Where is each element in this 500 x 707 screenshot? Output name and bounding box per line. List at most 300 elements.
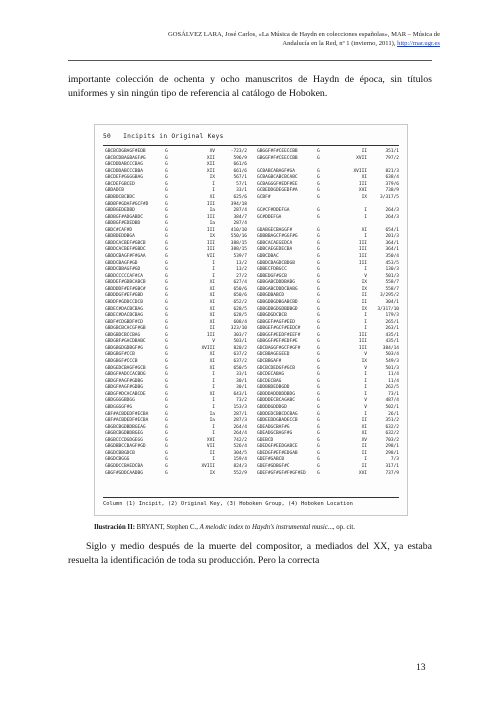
- key-cell: G: [317, 240, 320, 246]
- location-cell: 643/1: [233, 391, 247, 397]
- location-cell: 304/1: [385, 299, 399, 305]
- location-cell: 264/4: [233, 424, 247, 430]
- group-cell: Ia: [209, 221, 215, 227]
- incipit-cell: GCBAGBCABCBCABC: [257, 175, 298, 181]
- location-cell: 384/14: [382, 345, 399, 351]
- location-cell: 638/4: [385, 175, 399, 181]
- key-cell: G: [317, 273, 320, 279]
- location-cell: 33/1: [236, 188, 247, 194]
- incipit-cell: GBDGF#AGF#GDBG: [105, 385, 143, 391]
- group-cell: I: [212, 378, 215, 384]
- incipit-cell: GBDDF#GDDCCDCB: [105, 299, 143, 305]
- location-cell: 287/4: [233, 208, 247, 214]
- incipit-cell: GBGGF#F#CEECCBB: [257, 155, 298, 161]
- location-cell: 298/1: [385, 450, 399, 456]
- key-cell: G: [165, 339, 168, 345]
- key-cell: G: [165, 319, 168, 325]
- incipit-cell: GDEDGF#EF#EDGAB: [257, 450, 298, 456]
- running-header: [60, 30, 440, 48]
- incipit-cell: GBDC#CAF#D: [105, 227, 133, 233]
- location-cell: 596/9: [233, 155, 247, 161]
- incipit-cell: GCBEDDGDEGEDF#A: [257, 188, 298, 194]
- location-cell: 317/1: [385, 464, 399, 469]
- group-cell: I: [364, 319, 367, 325]
- key-cell: G: [165, 332, 168, 338]
- location-cell: 153/3: [233, 404, 247, 410]
- location-cell: 661/6: [233, 168, 247, 174]
- key-cell: G: [165, 234, 168, 240]
- incipit-cell: GBDDDDF#EF#GBC#: [105, 286, 146, 292]
- group-cell: I: [212, 181, 215, 187]
- table-column-left: [105, 149, 247, 477]
- location-cell: 627/4: [233, 280, 247, 286]
- location-cell: 298/1: [385, 444, 399, 450]
- location-cell: 742/2: [233, 437, 247, 443]
- location-cell: 130/3: [385, 267, 399, 273]
- location-cell: 394/18: [230, 201, 247, 207]
- group-cell: IX: [361, 306, 367, 312]
- incipit-cell: GDBGEF#AGF#EED: [257, 319, 295, 325]
- group-cell: V: [364, 352, 367, 358]
- key-cell: G: [317, 398, 320, 404]
- location-cell: 388/15: [230, 240, 247, 246]
- figure-legend: Column (1) Incipit, (2) Original Key, (3) Hoboken Group, (4) Hoboken Location: [103, 501, 353, 507]
- key-cell: G: [317, 339, 320, 345]
- group-cell: III: [358, 345, 367, 351]
- location-cell: 388/15: [230, 247, 247, 253]
- location-cell: 264/3: [385, 208, 399, 214]
- location-cell: 262/5: [385, 385, 399, 391]
- key-cell: G: [165, 372, 168, 378]
- incipit-cell: GDEADGCBAF#G: [257, 424, 290, 430]
- key-cell: G: [317, 267, 320, 273]
- group-cell: I: [364, 411, 367, 417]
- location-cell: 384/7: [233, 214, 247, 220]
- location-cell: 33/1: [236, 372, 247, 378]
- key-cell: G: [165, 194, 168, 200]
- incipit-cell: GBDGBGF#CCCB: [105, 359, 138, 364]
- incipit-cell: GDBCDBAC: [257, 254, 279, 259]
- group-cell: I: [212, 260, 215, 266]
- location-cell: 11/4: [388, 372, 399, 378]
- incipit-cell: GBDGF#ADCCACBDG: [105, 372, 146, 378]
- key-cell: G: [165, 365, 168, 371]
- group-cell: I: [364, 214, 367, 220]
- incipit-cell: GDDDDADDDDDBDG: [257, 391, 295, 397]
- key-cell: G: [317, 359, 320, 364]
- key-cell: G: [317, 188, 320, 194]
- location-cell: 30/1: [236, 385, 247, 391]
- key-cell: G: [317, 149, 320, 154]
- location-cell: 3/317/10: [377, 306, 399, 312]
- group-cell: XI: [361, 227, 367, 233]
- key-cell: G: [317, 332, 320, 338]
- incipit-cell: GBCDDDABCCCBAG: [105, 162, 143, 168]
- group-cell: V: [364, 398, 367, 404]
- location-cell: 26/1: [388, 411, 399, 417]
- location-cell: 652/2: [233, 299, 247, 305]
- key-cell: G: [317, 234, 320, 240]
- key-cell: G: [165, 254, 168, 259]
- incipit-cell: GBGF#GDDCAADBG: [105, 470, 143, 476]
- location-cell: 287/1: [233, 411, 247, 417]
- incipit-cell: GBGBCCCDGDGEGG: [105, 437, 143, 443]
- group-cell: XI: [209, 352, 215, 358]
- key-cell: G: [165, 260, 168, 266]
- group-cell: II: [361, 418, 367, 424]
- location-cell: 526/4: [233, 444, 247, 450]
- key-cell: G: [165, 221, 168, 227]
- incipit-cell: GDABGECBAGGF#: [257, 227, 293, 233]
- location-cell: 501/3: [385, 365, 399, 371]
- location-cell: 435/1: [385, 339, 399, 345]
- key-cell: G: [165, 411, 168, 417]
- group-cell: VII: [206, 254, 215, 259]
- group-cell: IX: [209, 234, 215, 240]
- group-cell: XVIII: [201, 345, 215, 351]
- group-cell: I: [364, 234, 367, 240]
- location-cell: 650/6: [233, 293, 247, 299]
- incipit-cell: GDBBBAGCF#GGF#G: [257, 234, 298, 240]
- incipit-cell: GDBCAEGEDECBA: [257, 247, 293, 253]
- incipit-cell: GBDDDGF#EF#GBD: [105, 293, 143, 299]
- key-cell: G: [317, 404, 320, 410]
- incipit-cell: GBDGBF#GACDBABC: [105, 339, 146, 345]
- incipit-cell: GBDEC#DACBCBAG: [105, 306, 143, 312]
- incipit-cell: GBDGEDCBAGF#GCB: [105, 365, 146, 371]
- group-cell: III: [358, 247, 367, 253]
- location-cell: 632/2: [385, 424, 399, 430]
- figure-top-rule: [103, 145, 399, 146]
- header-line-2-text: Andalucía en la Red, nº 1 (invierno, 2011),: [282, 40, 398, 47]
- group-cell: I: [364, 385, 367, 391]
- figure-title-text: Incipits in Original Keys: [123, 133, 224, 140]
- key-cell: G: [317, 470, 320, 476]
- incipit-cell: GDCDECBAG: [257, 378, 282, 384]
- key-cell: G: [317, 372, 320, 378]
- group-cell: V: [364, 365, 367, 371]
- group-cell: V: [364, 273, 367, 279]
- key-cell: G: [165, 359, 168, 364]
- key-cell: G: [317, 437, 320, 443]
- key-cell: G: [165, 188, 168, 194]
- group-cell: II: [361, 299, 367, 305]
- location-cell: 287/3: [233, 418, 247, 424]
- group-cell: I: [212, 372, 215, 378]
- key-cell: G: [317, 319, 320, 325]
- key-cell: G: [317, 260, 320, 266]
- location-cell: 3/317/5: [380, 194, 399, 200]
- incipit-cell: GDEADGCBAGF#G: [257, 431, 293, 437]
- table-row: [257, 471, 399, 478]
- table-row: [105, 471, 247, 478]
- location-cell: 264/4: [233, 431, 247, 437]
- key-cell: G: [165, 306, 168, 312]
- location-cell: 637/2: [233, 359, 247, 364]
- key-cell: G: [317, 286, 320, 292]
- group-cell: III: [358, 339, 367, 345]
- key-cell: G: [165, 464, 168, 469]
- location-cell: 654/1: [385, 227, 399, 233]
- group-cell: XI: [209, 306, 215, 312]
- group-cell: XI: [361, 424, 367, 430]
- incipit-cell: GDBECFDBGCC: [257, 267, 287, 273]
- key-cell: G: [165, 378, 168, 384]
- location-cell: 410/10: [230, 227, 247, 233]
- incipit-cell: GBGBCBGDBDBGEG: [105, 431, 143, 437]
- location-cell: 303/7: [233, 332, 247, 338]
- location-cell: 625/6: [233, 194, 247, 200]
- key-cell: G: [317, 450, 320, 456]
- key-cell: G: [165, 444, 168, 450]
- location-cell: 13/2: [236, 267, 247, 273]
- location-cell: 263/1: [385, 326, 399, 332]
- key-cell: G: [165, 267, 168, 273]
- group-cell: VII: [206, 444, 215, 450]
- group-cell: I: [364, 457, 367, 463]
- location-cell: 304/5: [233, 450, 247, 456]
- key-cell: G: [317, 424, 320, 430]
- group-cell: IX: [361, 359, 367, 364]
- group-cell: I: [364, 267, 367, 273]
- location-cell: 737/9: [385, 470, 399, 476]
- group-cell: II: [361, 293, 367, 299]
- group-cell: III: [358, 260, 367, 266]
- location-cell: 703/2: [385, 437, 399, 443]
- group-cell: I: [212, 188, 215, 194]
- incipit-cell: GDEDGF#EEDGABCE: [257, 444, 298, 450]
- key-cell: G: [317, 293, 320, 299]
- group-cell: XI: [361, 431, 367, 437]
- incipit-cell: GBDBGF#ADGABDC: [105, 214, 143, 220]
- location-cell: 201/3: [385, 234, 399, 240]
- incipit-cell: GDBGDBGDBGABCBD: [257, 299, 298, 305]
- group-cell: I: [212, 398, 215, 404]
- key-cell: G: [165, 201, 168, 207]
- incipit-cell: GBCBCDBAGBAGF#G: [105, 155, 146, 161]
- group-cell: XI: [209, 319, 215, 325]
- incipit-cell: GBCDEF#GGGGBAG: [105, 175, 143, 181]
- incipit-cell: GDDDDGDDDGD: [257, 404, 287, 410]
- incipit-cell: GBDDCBAGF#GD: [105, 260, 138, 266]
- incipit-cell: GBGGF#F#CEECCBB: [257, 149, 298, 154]
- header-line-2: [60, 39, 440, 48]
- key-cell: G: [165, 175, 168, 181]
- incipit-cell: GBGDCBBGDCB: [105, 450, 135, 456]
- location-cell: 661/6: [233, 162, 247, 168]
- incipit-cell: GDEF#GABCB: [257, 457, 285, 463]
- incipit-cell: GBF#ACBDEDF#ECBA: [105, 418, 149, 424]
- group-cell: XVI: [206, 437, 215, 443]
- incipit-cell: GCBF#: [257, 194, 271, 200]
- location-cell: 350/4: [385, 254, 399, 259]
- incipit-cell: GDEBCD: [257, 437, 274, 443]
- incipit-cell: GCBABCABAGF#GA: [257, 168, 295, 174]
- location-cell: 73/1: [388, 391, 399, 397]
- group-cell: II: [361, 149, 367, 154]
- key-cell: G: [165, 149, 168, 154]
- key-cell: G: [317, 391, 320, 397]
- group-cell: XI: [209, 359, 215, 364]
- page-number: 13: [416, 663, 426, 673]
- group-cell: I: [364, 372, 367, 378]
- key-cell: G: [317, 444, 320, 450]
- incipit-cell: GBDGBGF#CCB: [105, 352, 135, 358]
- group-cell: III: [206, 332, 215, 338]
- key-cell: G: [317, 168, 320, 174]
- body-paragraph: Siglo y medio después de la muerte del compositor, a mediados del XX, ya estaba resuelta la identificación de toda su producción. Pero la correcta: [68, 541, 432, 566]
- key-cell: G: [165, 470, 168, 476]
- location-cell: 3/295/2: [380, 293, 399, 299]
- key-cell: G: [317, 181, 320, 187]
- key-cell: G: [165, 247, 168, 253]
- incipit-cell: GBDBGEDEDBD: [105, 208, 135, 214]
- group-cell: XV: [209, 149, 215, 154]
- location-cell: 435/1: [385, 332, 399, 338]
- location-cell: 821/3: [385, 168, 399, 174]
- group-cell: XI: [209, 365, 215, 371]
- location-cell: 539/7: [233, 254, 247, 259]
- key-cell: G: [317, 385, 320, 391]
- group-cell: XVII: [356, 155, 367, 161]
- location-cell: 364/1: [385, 247, 399, 253]
- incipit-cell: GDDEEDDGBADECCB: [257, 418, 298, 424]
- location-cell: 453/5: [385, 260, 399, 266]
- incipit-cell: GDCBCDEDGF#GCB: [257, 365, 295, 371]
- journal-link[interactable]: http://mar.ugr.es: [397, 40, 440, 47]
- incipit-cell: GDBGDGDCBCB: [257, 313, 287, 319]
- incipit-cell: GDCBBGAF#: [257, 359, 282, 364]
- location-cell: 650/5: [233, 365, 247, 371]
- location-cell: 503/4: [385, 352, 399, 358]
- group-cell: IX: [209, 470, 215, 476]
- group-cell: XVIII: [201, 464, 215, 469]
- incipit-cell: GBDDEF#GDBCABCB: [105, 280, 146, 286]
- incipit-cell: GBDEC#DACBCBAG: [105, 313, 143, 319]
- header-line-1: GOSÁLVEZ LARA, José Carlos, «La Música de Haydn en colecciones españolas», MAR – Música de: [167, 31, 440, 38]
- incipit-cell: GBGDCBGGG: [105, 457, 130, 463]
- incipit-cell: GDCDECABAG: [257, 372, 285, 378]
- incipit-cell: GDBGEF#GCF#EEDC#: [257, 326, 301, 332]
- incipit-cell: GDBEDGF#GCB: [257, 273, 287, 279]
- key-cell: G: [165, 299, 168, 305]
- incipit-cell: GBDDCCCCCAF#CA: [105, 273, 143, 279]
- key-cell: G: [317, 247, 320, 253]
- location-cell: 502/1: [385, 404, 399, 410]
- incipit-cell: GBDGBDCBCCBAG: [105, 332, 141, 338]
- key-cell: G: [317, 254, 320, 259]
- incipit-cell: GBCBCDGBAGF#EDB: [105, 149, 146, 154]
- figure-page-number: 50: [103, 133, 112, 140]
- incipit-cell: GDEF#GF#GF#F#GF#ED: [257, 470, 306, 476]
- location-cell: 549/3: [385, 359, 399, 364]
- incipit-cell: GDBDCBAGDCBDGB: [257, 260, 295, 266]
- incipit-cell: GBGDBBCCBAGF#GD: [105, 444, 146, 450]
- location-cell: 824/3: [233, 464, 247, 469]
- group-cell: Ia: [209, 411, 215, 417]
- group-cell: III: [358, 240, 367, 246]
- group-cell: I: [364, 326, 367, 332]
- key-cell: G: [317, 345, 320, 351]
- group-cell: XV: [361, 437, 367, 443]
- key-cell: G: [317, 365, 320, 371]
- group-cell: II: [361, 450, 367, 456]
- group-cell: XI: [209, 293, 215, 299]
- incipit-cell: GDBGDBABCD: [257, 293, 285, 299]
- figure-caption: [94, 523, 434, 532]
- incipit-cell: GC#CF#DDEFGA: [257, 208, 290, 214]
- key-cell: G: [165, 345, 168, 351]
- group-cell: I: [212, 404, 215, 410]
- key-cell: G: [317, 378, 320, 384]
- group-cell: III: [206, 227, 215, 233]
- key-cell: G: [317, 227, 320, 233]
- key-cell: G: [165, 391, 168, 397]
- location-cell: 7/3: [390, 457, 399, 463]
- key-cell: G: [165, 326, 168, 332]
- key-cell: G: [317, 280, 320, 286]
- group-cell: XI: [209, 313, 215, 319]
- group-cell: I: [364, 378, 367, 384]
- key-cell: G: [317, 418, 320, 424]
- incipit-cell: GDDDDECBCAGABC: [257, 398, 295, 404]
- incipit-cell: GBCDEFGBCED: [105, 181, 135, 187]
- group-cell: XI: [209, 194, 215, 200]
- location-cell: 487/4: [385, 398, 399, 404]
- group-cell: XI: [209, 286, 215, 292]
- location-cell: 364/1: [385, 240, 399, 246]
- key-cell: G: [317, 299, 320, 305]
- key-cell: G: [165, 214, 168, 220]
- key-cell: G: [317, 175, 320, 181]
- location-cell: 650/6: [233, 286, 247, 292]
- location-cell: 179/3: [385, 313, 399, 319]
- group-cell: Ia: [209, 418, 215, 424]
- incipit-cell: GC#DDEFGA: [257, 214, 282, 220]
- incipit-cell: GBDBF#GDAF#GCF#D: [105, 201, 149, 207]
- group-cell: III: [358, 254, 367, 259]
- group-cell: I: [212, 457, 215, 463]
- incipit-cell: GBDDCBBAGF#GD: [105, 267, 141, 273]
- incipit-cell: GBDGBCBCACGF#GB: [105, 326, 146, 332]
- location-cell: 287/4: [233, 221, 247, 227]
- key-cell: G: [165, 437, 168, 443]
- key-cell: G: [165, 181, 168, 187]
- incipit-cell: GDBGGF#EF#EDF#E: [257, 339, 298, 345]
- incipit-cell: GDCBBAGEGEED: [257, 352, 290, 358]
- location-cell: 503/1: [233, 339, 247, 345]
- location-cell: 820/2: [233, 345, 247, 351]
- key-cell: G: [165, 155, 168, 161]
- incipit-cell: GCBAGGGF#EDF#EE: [257, 181, 298, 187]
- location-cell: 27/2: [236, 273, 247, 279]
- group-cell: I: [364, 391, 367, 397]
- location-cell: 57/1: [236, 181, 247, 187]
- location-cell: 632/2: [385, 431, 399, 437]
- location-cell: 797/2: [385, 155, 399, 161]
- incipit-cell: GDCBAGGF#GCF#GF#: [257, 345, 301, 351]
- group-cell: I: [212, 431, 215, 437]
- location-cell: 738/9: [385, 188, 399, 194]
- key-cell: G: [317, 457, 320, 463]
- incipit-cell: GDBGABCDDDCBABG: [257, 286, 298, 292]
- group-cell: I: [212, 385, 215, 391]
- key-cell: G: [165, 168, 168, 174]
- key-cell: G: [165, 457, 168, 463]
- incipit-table-figure: [94, 124, 408, 516]
- incipit-cell: GBDF#CDGBDF#CD: [105, 319, 143, 325]
- key-cell: G: [165, 286, 168, 292]
